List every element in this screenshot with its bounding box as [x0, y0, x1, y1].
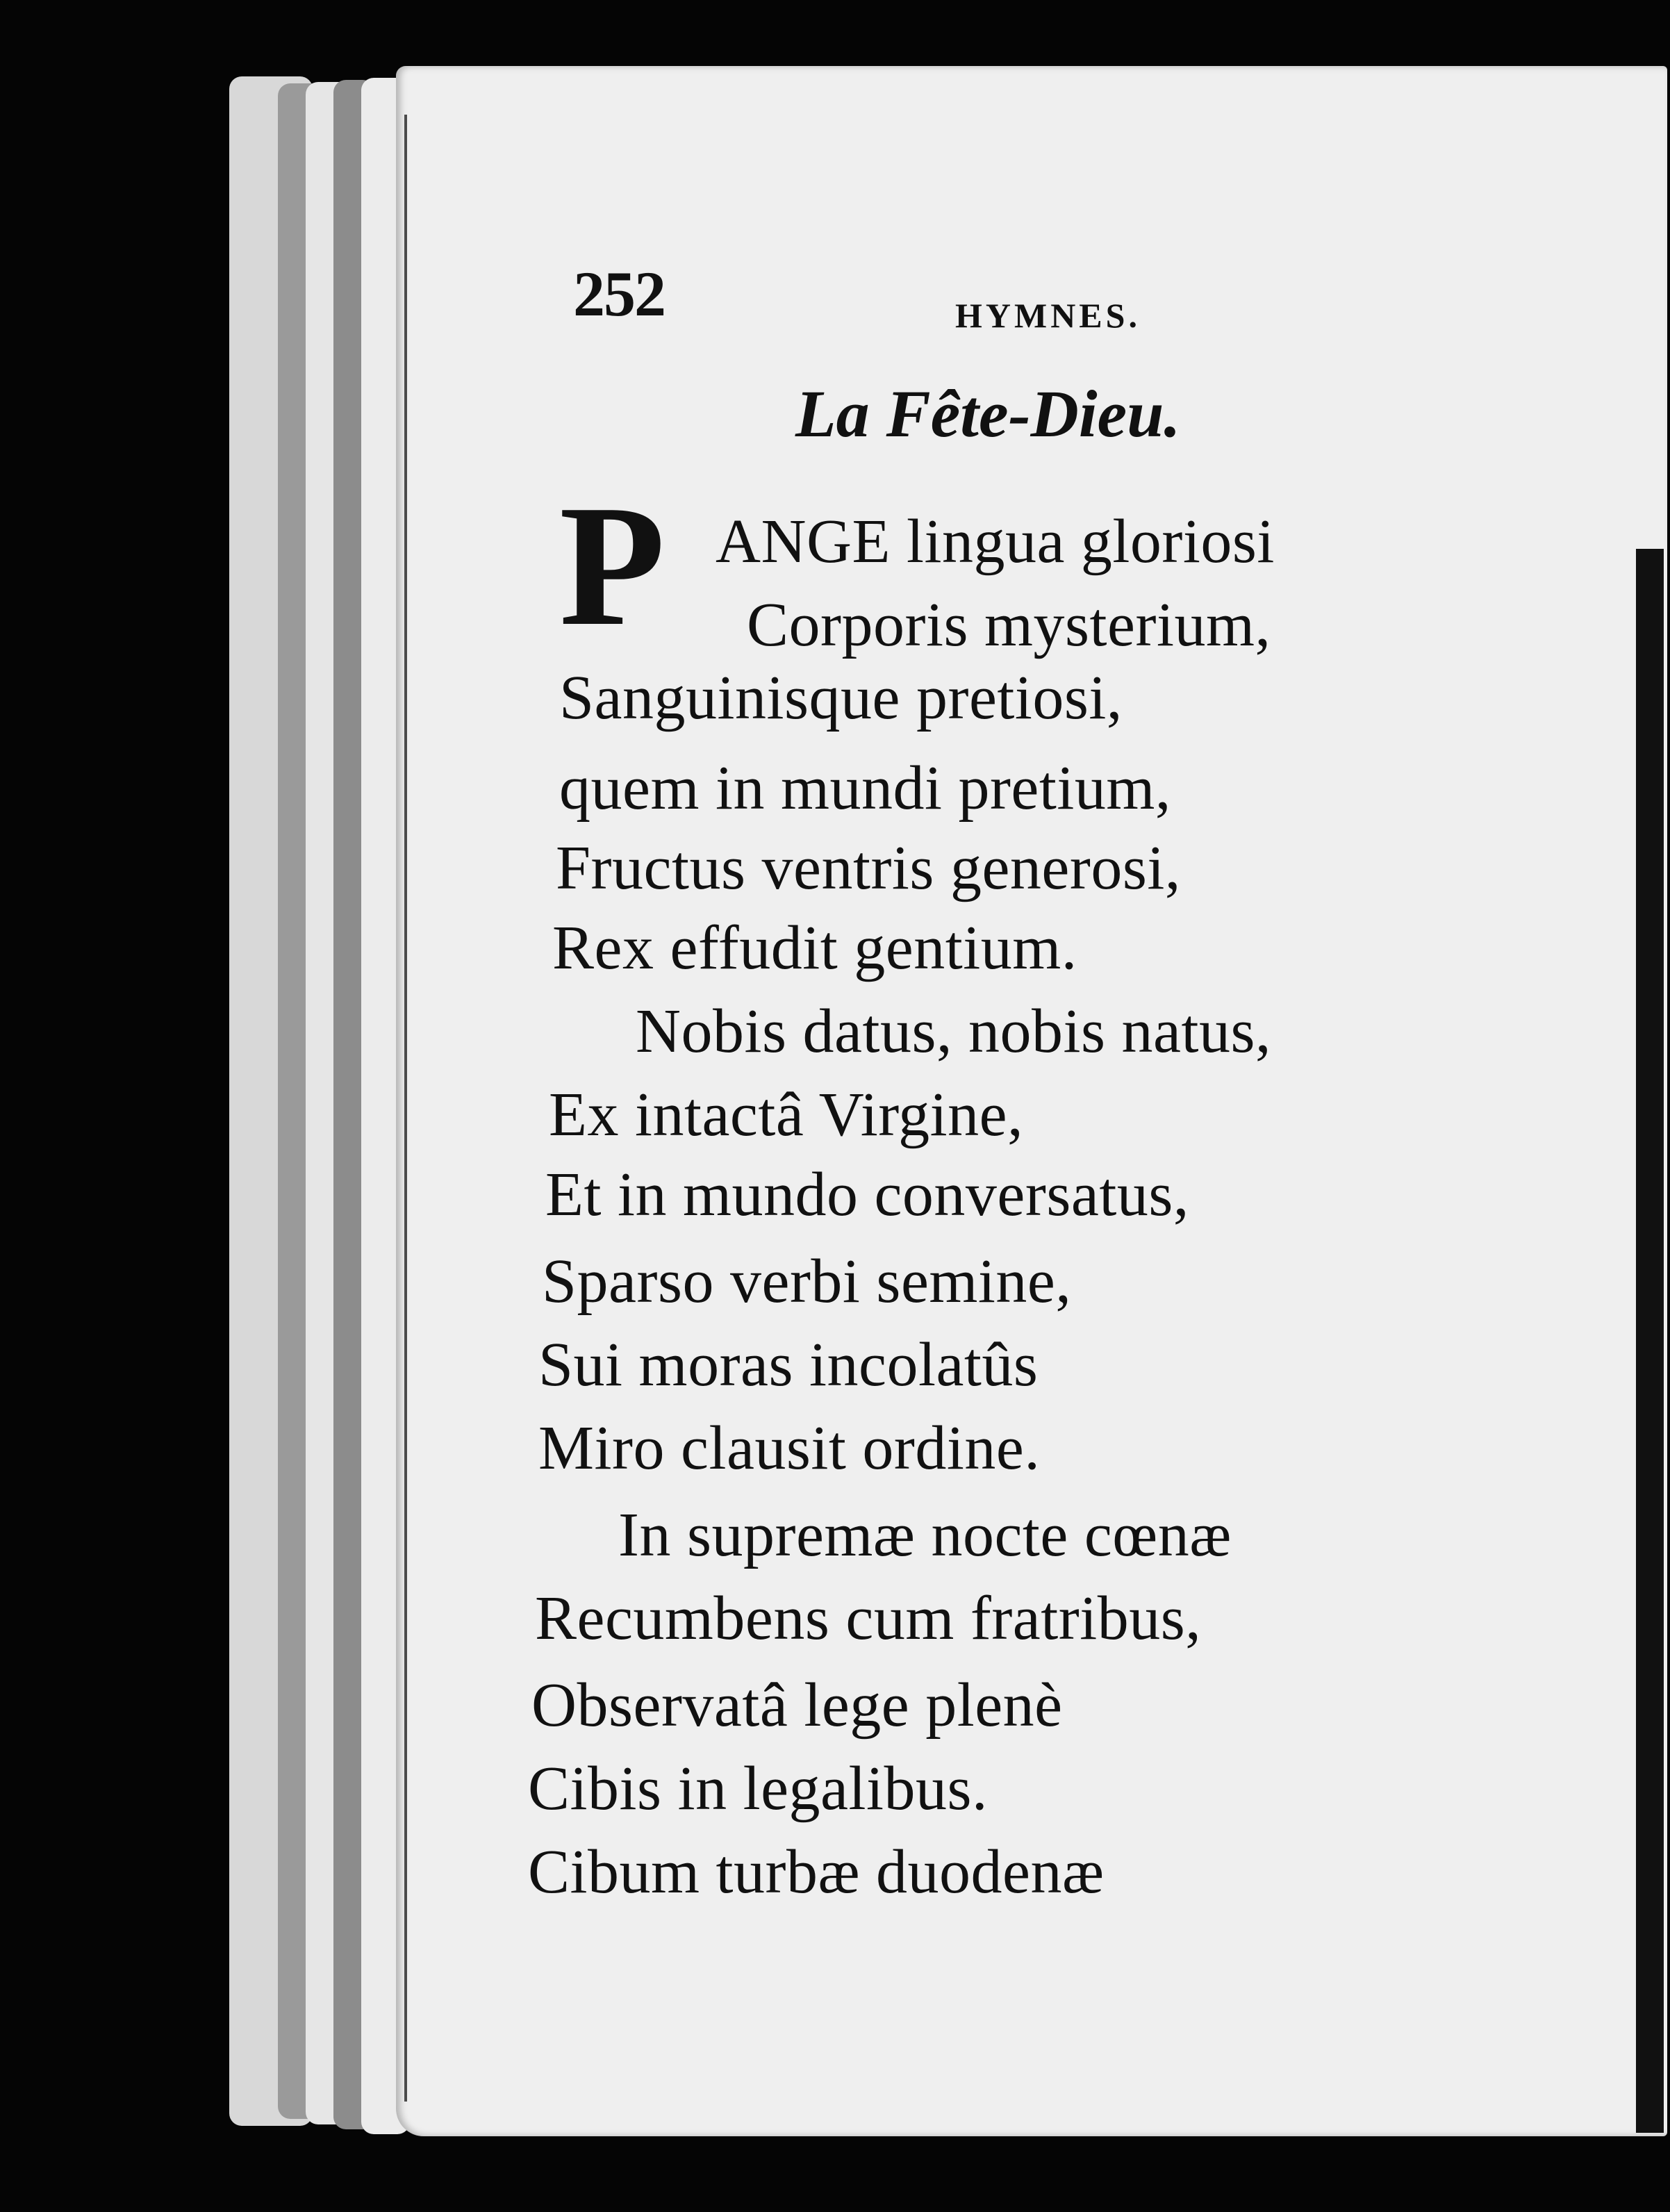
verse-line: Recumbens cum fratribus,: [535, 1584, 1202, 1653]
drop-cap: P: [559, 470, 665, 662]
verse-line: Fructus ventris generosi,: [556, 834, 1181, 902]
verse-line: Sui moras incolatûs: [538, 1330, 1039, 1399]
verse-line: Ex intactâ Virgine,: [549, 1080, 1024, 1149]
page-number: 252: [573, 258, 665, 329]
verse-line: Cibis in legalibus.: [528, 1754, 988, 1823]
verse-line: Nobis datus, nobis natus,: [636, 997, 1272, 1066]
running-head: HYMNES.: [955, 296, 1141, 335]
verse-line: Observatâ lege plenè: [531, 1671, 1063, 1740]
verse-line: Miro clausit ordine.: [538, 1414, 1041, 1483]
verse-line: Sanguinisque pretiosi,: [559, 663, 1123, 732]
verse-line: Et in mundo conversatus,: [545, 1160, 1189, 1229]
verse-line: Cibum turbæ duodenæ: [528, 1838, 1105, 1906]
verse-line: In supremæ nocte cœnæ: [618, 1501, 1232, 1569]
gutter-line: [404, 115, 407, 2102]
page-right-shadow: [1636, 549, 1664, 2133]
verse-line: quem in mundi pretium,: [559, 754, 1171, 823]
verse-line: ANGE lingua gloriosi: [716, 507, 1275, 576]
page-header: [573, 257, 1407, 333]
hymn-title: La Fête-Dieu.: [795, 377, 1181, 451]
verse-line: Corporis mysterium,: [747, 591, 1271, 659]
verse-line: Rex effudit gentium.: [552, 914, 1077, 982]
verse-line: Sparso verbi semine,: [542, 1247, 1072, 1316]
